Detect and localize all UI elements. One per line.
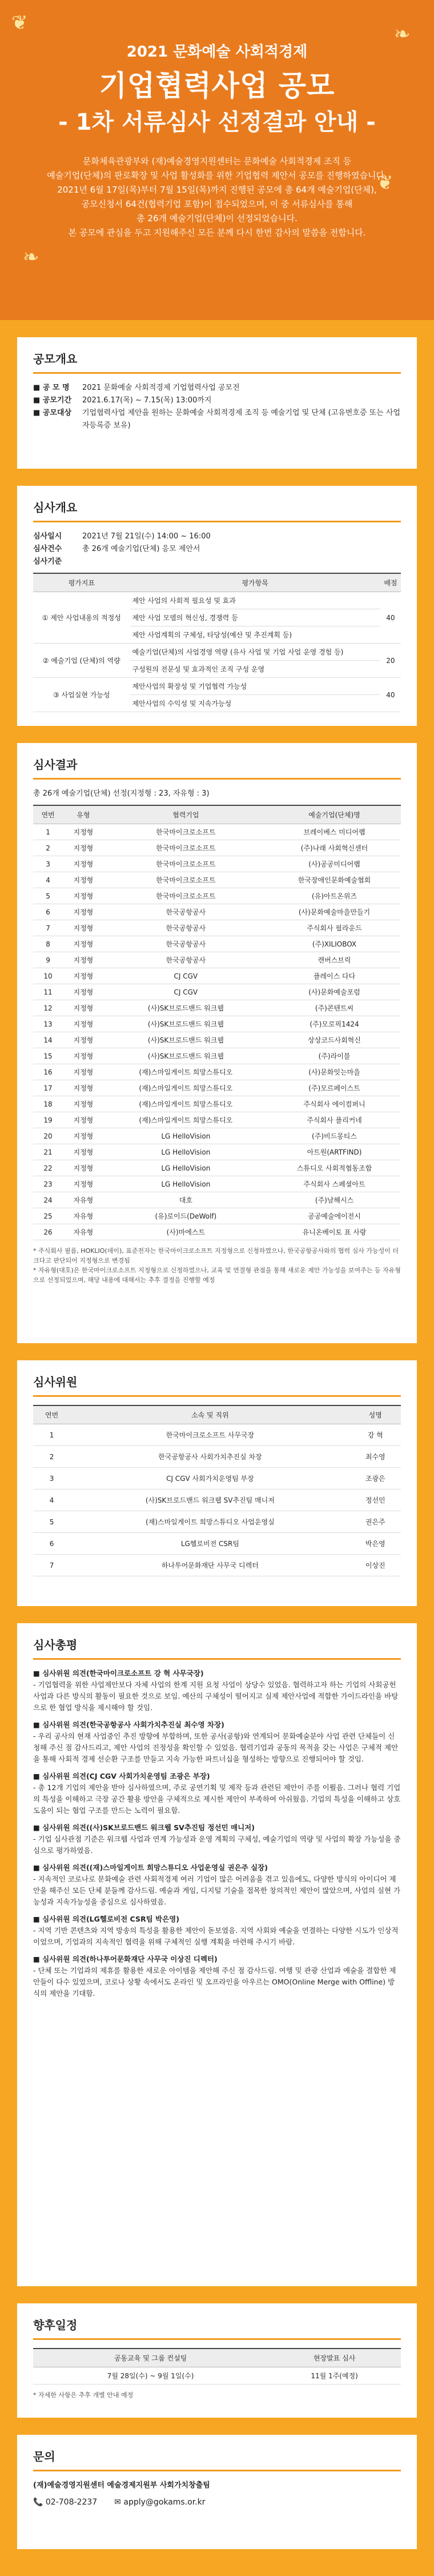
table-cell: (사)SK브로드밴드 워크웹 — [104, 1016, 268, 1032]
table-cell: 14 — [33, 1032, 63, 1048]
table-cell: 15 — [33, 1048, 63, 1064]
table-cell: 조광은 — [350, 1468, 401, 1489]
schedule-card — [17, 2303, 417, 2418]
table-cell: 19 — [33, 1112, 63, 1128]
table-cell: 아트원(ARTFIND) — [268, 1144, 401, 1160]
table-row — [33, 824, 401, 840]
column-header: 배점 — [380, 573, 401, 592]
table-cell: 17 — [33, 1080, 63, 1096]
section-title: 공모개요 — [33, 350, 401, 374]
table-cell: 지정형 — [63, 952, 104, 968]
table-cell: 스튜디오 사회적협동조합 — [268, 1160, 401, 1176]
table-cell: 16 — [33, 1064, 63, 1080]
table-cell: 18 — [33, 1096, 63, 1112]
table-row — [33, 1511, 401, 1533]
table-cell: 7 — [33, 1555, 70, 1576]
note-line: * 주식회사 필름, HOKLIO(데이), 표준전자는 한국마이크로소프트 지정형으로 신청하였으나, 한국공항공사와의 협력 심사 가능성이 더 크다고 판단되어 지정형으로 변경됨 — [33, 1247, 399, 1264]
table-row — [33, 1446, 401, 1468]
column-header: 소속 및 직위 — [70, 1405, 349, 1424]
table-cell: 한국마이크로소프트 — [104, 856, 268, 872]
table-cell: (주)나래 사회혁신센터 — [268, 840, 401, 856]
opinion-text: - 기업 심사관점 기준은 워크웹 사업과 연계 가능성과 운영 계획의 구체성, 예술기업의 역량 및 사업의 확장 가능성을 중심으로 평가하였음. — [33, 1835, 401, 1855]
hero-banner — [0, 0, 434, 320]
table-cell: 23 — [33, 1176, 63, 1192]
note-line: * 자유형(대호)은 한국마이크로소프트 지정형으로 신청하였으나, 교육 및 연결형 관점을 통해 새로운 제안 가능성을 보여주는 등 자유형으로 선정되었으며, 해당 내용에 대해서는 추후 결정을 진행할 예정 — [33, 1267, 401, 1284]
table-cell: 한국마이크로소프트 사무국장 — [70, 1424, 349, 1446]
table-cell: 권은주 — [350, 1511, 401, 1533]
result-card — [17, 743, 417, 1343]
opinion-heading: ■ 심사위원 의견((사)SK브로드밴드 워크웹 SV추진팀 정선민 매니저) — [33, 1823, 255, 1832]
table-cell: (주)콘텐트씨 — [268, 1000, 401, 1016]
table-cell: 1 — [33, 824, 63, 840]
table-cell: 2 — [33, 1446, 70, 1468]
table-cell: 8 — [33, 936, 63, 952]
table-row — [33, 856, 401, 872]
opinion-para — [33, 1719, 401, 1765]
table-cell: 지정형 — [63, 1000, 104, 1016]
section-title: 심사총평 — [33, 1636, 401, 1660]
table-cell: 3 — [33, 856, 63, 872]
hero-title: 기업협력사업 공모 — [99, 69, 335, 102]
table-row — [33, 888, 401, 904]
opinion-text: - 기업협력을 위한 사업제안보다 자체 사업의 한계 지원 요청 사업이 상당수 있었음. 협력하고자 하는 기업의 사회공헌 사업과 다른 방식의 활동이 필요한 것으로 보임. 예산의 구체성이 떨어지고 실제 제안사업에 적합한 가이드라인을 바탕으로 한 협업 방식을 제시해야 할 것임. — [33, 1680, 399, 1712]
table-cell: 22 — [33, 1160, 63, 1176]
table-cell: 4 — [33, 1489, 70, 1511]
table-cell: (주)모로픽1424 — [268, 1016, 401, 1032]
leaf-icon: ❦ — [11, 11, 28, 34]
opinion-heading: ■ 심사위원 의견((재)스마일게이트 희망스튜디오 사업운영실 권은주 실장) — [33, 1863, 268, 1872]
table-cell: (재)스마일게이트 희망스튜디오 — [104, 1112, 268, 1128]
table-row — [33, 1032, 401, 1048]
phone-info: 📞 02-708-2237 — [33, 2498, 98, 2507]
opinion-heading: ■ 심사위원 의견(CJ CGV 사회가치운영팀 조광은 부장) — [33, 1772, 210, 1780]
table-cell: 24 — [33, 1192, 63, 1208]
intro-line: 문화체육관광부와 (재)예술경영지원센터는 문화예술 사회적경제 조직 등 — [82, 156, 352, 166]
table-cell: 최수영 — [350, 1446, 401, 1468]
table-cell: 지정형 — [63, 888, 104, 904]
table-cell: 한국공항공사 — [104, 936, 268, 952]
table-row — [33, 920, 401, 936]
table-cell: 한국마이크로소프트 — [104, 888, 268, 904]
table-cell: 11 — [33, 984, 63, 1000]
table-row — [33, 840, 401, 856]
hero-subtitle: - 1차 서류심사 선정결과 안내 - — [58, 109, 376, 135]
leaf-icon: ❦ — [377, 171, 393, 194]
criteria-table — [33, 573, 401, 712]
table-row — [33, 904, 401, 920]
criteria-score: 40 — [380, 678, 401, 712]
opinion-para — [33, 1668, 401, 1714]
table-row — [33, 1176, 401, 1192]
opinion-text: - 지속적인 코로나로 문화예술 관련 사회적경제 여러 기업이 많은 어려움을 겪고 있음에도, 다양한 방식의 아이디어 제안을 해주신 모든 단체 분들께 감사드림. 예술과 게임, 디지털 기술을 접목한 창의적인 제안이 많았으며, 사업의 실현 가능성과 지속가능성을 중심으로 심사하였음. — [33, 1875, 401, 1906]
table-cell: 지정형 — [63, 824, 104, 840]
review-criteria: 심사기준 — [33, 557, 62, 566]
table-row — [33, 1096, 401, 1112]
result-summary: 총 26개 예술기업(단체) 선정(지정형 : 23, 자유형 : 3) — [33, 789, 210, 798]
contact-card — [17, 2435, 417, 2549]
table-cell: (재)스마일게이트 희망스튜디오 — [104, 1096, 268, 1112]
table-cell: (유)로이드(DeWolf) — [104, 1208, 268, 1224]
criteria-item: 제안 사업 모델의 혁신성, 경쟁력 등 — [130, 609, 380, 626]
section-title: 문의 — [33, 2447, 401, 2471]
table-cell: 지정형 — [63, 1112, 104, 1128]
table-cell: 지정형 — [63, 1032, 104, 1048]
table-cell: 6 — [33, 1533, 70, 1555]
table-cell: 지정형 — [63, 968, 104, 984]
table-cell: 유니온베이토 표 사랑 — [268, 1224, 401, 1240]
table-cell: 10 — [33, 968, 63, 984]
column-header: 성명 — [350, 1405, 401, 1424]
table-row — [33, 984, 401, 1000]
table-cell: (주)남해시스 — [268, 1192, 401, 1208]
table-cell: (주)XILIOBOX — [268, 936, 401, 952]
criteria-group: ① 제안 사업내용의 적정성 — [33, 592, 130, 644]
table-row — [33, 872, 401, 888]
table-cell: LG HelloVision — [104, 1176, 268, 1192]
table-cell: (사)공공미디어랩 — [268, 856, 401, 872]
table-row — [33, 1048, 401, 1064]
overview-card — [17, 337, 417, 469]
intro-line: 2021년 6월 17일(목)부터 7월 15일(목)까지 진행된 공모에 총 64개 예술기업(단체), — [57, 185, 377, 195]
table-cell: 지정형 — [63, 856, 104, 872]
opinion-text: - 총 12개 기업의 제안을 받아 심사하였으며, 주로 공연기획 및 제작 등과 관련된 제안이 주를 이뤘음. 그러나 협력 기업의 특성을 이해하고 극장 공간 활용 방안을 구체적으로 제시한 제안이 부족하여 아쉬웠음. 기업의 특성을 이해하고 상호 도움이 되는 협업 구조를 만드는 노력이 필요함. — [33, 1783, 401, 1815]
table-cell: 한국장애인문화예술협회 — [268, 872, 401, 888]
overview-key: ■ 공모기간 — [33, 396, 72, 405]
table-cell: (주)모르페이스트 — [268, 1080, 401, 1096]
table-row — [33, 1080, 401, 1096]
section-title: 심사개요 — [33, 498, 401, 522]
table-cell: 한국공항공사 — [104, 952, 268, 968]
table-cell: (사)SK브로드밴드 워크웹 — [104, 1000, 268, 1016]
criteria-item: 제안사업의 수익성 및 지속가능성 — [130, 695, 380, 712]
section-title: 향후일정 — [33, 2316, 401, 2340]
overview-row — [33, 407, 401, 432]
table-cell: 자유형 — [63, 1192, 104, 1208]
table-cell: (사)문화예술마을만들기 — [268, 904, 401, 920]
email-link[interactable]: ✉ apply@gokams.or.kr — [114, 2498, 206, 2507]
leaf-icon: ❧ — [394, 23, 411, 46]
table-cell: (주)라이블 — [268, 1048, 401, 1064]
table-cell: 상상코드사회혁신 — [268, 1032, 401, 1048]
overview-value: 2021 문화예술 사회적경제 기업협력사업 공모전 — [82, 384, 240, 392]
section-title: 심사위원 — [33, 1373, 401, 1397]
table-cell: 13 — [33, 1016, 63, 1032]
table-cell: LG헬로비전 CSR팀 — [70, 1533, 349, 1555]
table-row — [33, 1533, 401, 1555]
table-cell: 6 — [33, 904, 63, 920]
column-header: 평가항목 — [130, 573, 380, 592]
opinion-text: - 단체 또는 기업과의 제휴를 활용한 새로운 아이템을 제안해 주신 점 감사드림. 여행 및 관광 산업과 예술을 결합한 제안들이 다수 있었으며, 코로나 상황 속에서도 온라인 및 오프라인을 아우르는 OMO(Online Merge with Offline) 방식의 제안을 기대함. — [33, 1966, 396, 1998]
table-cell: 강 혁 — [350, 1424, 401, 1446]
table-row — [33, 1224, 401, 1240]
criteria-item: 예술기업(단체)의 사업경영 역량 (유사 사업 및 기업 사업 운영 경험 등) — [130, 644, 380, 661]
table-cell: LG HelloVision — [104, 1128, 268, 1144]
table-cell: 지정형 — [63, 904, 104, 920]
table-cell: 3 — [33, 1468, 70, 1489]
table-cell: 지정형 — [63, 1048, 104, 1064]
table-cell: 주식회사 필라운드 — [268, 920, 401, 936]
section-title: 심사결과 — [33, 756, 401, 780]
schedule-table: 공동교육 및 그룹 컨설팅 현장발표 심사 7월 28일(수) ~ 9월 1일(수) 11월 1주(예정) — [33, 2348, 401, 2385]
review-date: 심사일시 2021년 7월 21일(수) 14:00 ~ 16:00 — [33, 532, 211, 541]
result-table — [33, 805, 401, 1240]
table-cell: 지정형 — [63, 936, 104, 952]
table-cell: 자유형 — [63, 1224, 104, 1240]
committee-table — [33, 1405, 401, 1576]
table-cell: 대호 — [104, 1192, 268, 1208]
table-cell: 지정형 — [63, 840, 104, 856]
criteria-score: 40 — [380, 592, 401, 644]
table-cell: 4 — [33, 872, 63, 888]
column-header: 연번 — [33, 805, 63, 824]
column-header: 예술기업(단체)명 — [268, 805, 401, 824]
table-cell: 박은영 — [350, 1533, 401, 1555]
opinion-heading: ■ 심사위원 의견(한국공항공사 사회가치추진실 최수영 차장) — [33, 1720, 224, 1729]
criteria-item: 제안 사업의 사회적 필요성 및 효과 — [130, 592, 380, 609]
table-cell: CJ CGV 사회가치운영팀 부장 — [70, 1468, 349, 1489]
table-cell: (사)SK브로드밴드 워크웹 — [104, 1032, 268, 1048]
table-cell: 지정형 — [63, 1144, 104, 1160]
table-cell: 하나투어문화재단 사무국 디렉터 — [70, 1555, 349, 1576]
table-cell: LG HelloVision — [104, 1144, 268, 1160]
table-cell: LG HelloVision — [104, 1160, 268, 1176]
intro-line: 총 26개 예술기업(단체)이 선정되었습니다. — [136, 213, 298, 223]
table-cell: 7 — [33, 920, 63, 936]
intro-line: 예술기업(단체)의 판로확장 및 사업 활성화를 위한 기업협력 제안서 공모를 진행하였습니다. — [47, 170, 387, 181]
criteria-item: 구성원의 전문성 및 효과적인 조직 구성 운영 — [130, 661, 380, 678]
table-cell: 주식회사 에이컴퍼니 — [268, 1096, 401, 1112]
table-cell: 자유형 — [63, 1208, 104, 1224]
opinion-card — [17, 1623, 417, 2286]
opinion-text: - 지역 기반 콘텐츠와 지역 방송의 특성을 활용한 제안이 돋보였음. 지역 사회와 예술을 연결하는 다양한 시도가 인상적이었으며, 기업과의 지속적인 협력을 위해 구체적인 실행 계획을 마련해 주시기 바람. — [33, 1926, 399, 1946]
table-row — [33, 936, 401, 952]
criteria-item: 제안사업의 확장성 및 기업협력 가능성 — [130, 678, 380, 695]
opinion-heading: ■ 심사위원 의견(LG헬로비전 CSR팀 박은영) — [33, 1915, 179, 1923]
table-cell: 26 — [33, 1224, 63, 1240]
opinion-para — [33, 1914, 401, 1948]
overview-row — [33, 394, 401, 407]
table-cell: 지정형 — [63, 920, 104, 936]
overview-row — [33, 382, 401, 394]
table-cell: 한국마이크로소프트 — [104, 840, 268, 856]
opinion-para — [33, 1954, 401, 1999]
table-cell: 지정형 — [63, 1096, 104, 1112]
table-cell: 한국마이크로소프트 — [104, 872, 268, 888]
table-cell: CJ CGV — [104, 984, 268, 1000]
criteria-score: 20 — [380, 644, 401, 678]
table-cell: 캔버스브릭 — [268, 952, 401, 968]
table-row — [33, 1160, 401, 1176]
table-cell: CJ CGV — [104, 968, 268, 984]
committee-card — [17, 1360, 417, 1606]
table-cell: (재)스마일게이트 희망스튜디오 — [104, 1064, 268, 1080]
table-cell: (재)스마일게이트 희망스튜디오 — [104, 1080, 268, 1096]
overview-value: 2021.6.17(목) ~ 7.15(목) 13:00까지 — [82, 396, 212, 405]
table-row — [33, 1208, 401, 1224]
table-row — [33, 1064, 401, 1080]
table-cell: 정선민 — [350, 1489, 401, 1511]
table-cell: 공공예술에이전시 — [268, 1208, 401, 1224]
table-cell: (주)비드몽티스 — [268, 1128, 401, 1144]
table-row — [33, 1468, 401, 1489]
table-row — [33, 1000, 401, 1016]
schedule-note: * 자세한 사항은 추후 개별 안내 예정 — [33, 2391, 134, 2399]
column-header: 평가지표 — [33, 573, 130, 592]
overview-key: ■ 공모대상 — [33, 409, 72, 417]
column-header: 유형 — [63, 805, 104, 824]
table-cell: 한국마이크로소프트 — [104, 824, 268, 840]
column-header: 연번 — [33, 1405, 70, 1424]
table-cell: 브레이베스 미디어랩 — [268, 824, 401, 840]
table-cell: (재)스마일게이트 희망스튜디오 사업운영실 — [70, 1511, 349, 1533]
table-cell: 25 — [33, 1208, 63, 1224]
leaf-icon: ❧ — [23, 246, 39, 269]
table-cell: 12 — [33, 1000, 63, 1016]
table-cell: 2 — [33, 840, 63, 856]
contact-org: (재)예술경영지원센터 예술경제지원부 사회가치창출팀 — [33, 2481, 210, 2490]
intro-line: 공모신청서 64건(협력기업 포함)이 접수되었으며, 이 중 서류심사를 통해 — [81, 199, 353, 209]
table-cell: 이상진 — [350, 1555, 401, 1576]
table-cell: 한국공항공사 — [104, 920, 268, 936]
overview-key: ■ 공 모 명 — [33, 384, 70, 392]
table-cell: 한국공항공사 사회가치추진실 차장 — [70, 1446, 349, 1468]
table-row — [33, 592, 401, 609]
table-row — [33, 1192, 401, 1208]
table-row — [33, 1489, 401, 1511]
opinion-text: - 우리 공사의 현재 사업중인 추진 방향에 부합하며, 또한 공사(공항)와 연계되어 문화예술분야 사업 관련 단체들이 신청해 주신 점 감사드리고, 제안 사업의 진정성을 확인할 수 있었음. 협력기업과 공동의 목적을 갖는 사업은 구체적 제안을 통해 사회적 경제 선순환 구조를 만들고 지속 가능한 파트너십을 형성하는 방향으로 진행되어야 할 것임. — [33, 1732, 399, 1763]
table-cell: 플레이스 다다 — [268, 968, 401, 984]
opinion-para — [33, 1862, 401, 1908]
table-row — [33, 1144, 401, 1160]
table-cell: (사)SK브로드밴드 워크웹 SV추진팀 매니저 — [70, 1489, 349, 1511]
table-row — [33, 1424, 401, 1446]
table-cell: 5 — [33, 1511, 70, 1533]
hero-org: 2021 문화예술 사회적경제 — [126, 43, 308, 61]
table-cell: 9 — [33, 952, 63, 968]
table-cell: 지정형 — [63, 1080, 104, 1096]
table-cell: 지정형 — [63, 1064, 104, 1080]
table-row — [33, 678, 401, 695]
table-cell: 21 — [33, 1144, 63, 1160]
table-row — [33, 644, 401, 661]
opinion-para — [33, 1822, 401, 1856]
table-cell: (사)마에스트 — [104, 1224, 268, 1240]
criteria-group: ② 예술기업 (단체)의 역량 — [33, 644, 130, 678]
table-cell: 한국공항공사 — [104, 904, 268, 920]
table-cell: 지정형 — [63, 1016, 104, 1032]
table-row — [33, 952, 401, 968]
table-cell: 주식회사 스페셜아트 — [268, 1176, 401, 1192]
table-row — [33, 1016, 401, 1032]
table-cell: 20 — [33, 1128, 63, 1144]
table-cell: 지정형 — [63, 1128, 104, 1144]
column-header: 협력기업 — [104, 805, 268, 824]
table-cell: 지정형 — [63, 872, 104, 888]
review-card — [17, 486, 417, 726]
criteria-item: 제안 사업계획의 구체성, 타당성(예산 및 추진계획 등) — [130, 626, 380, 644]
table-cell: (유)아트온위즈 — [268, 888, 401, 904]
overview-value: 기업협력사업 제안을 원하는 문화예술 사회적경제 조직 등 예술기업 및 단체 (고유번호증 또는 사업자등록증 보유) — [82, 409, 400, 430]
table-row — [33, 1128, 401, 1144]
criteria-group: ③ 사업실현 가능성 — [33, 678, 130, 712]
opinion-heading: ■ 심사위원 의견(한국마이크로소프트 강 혁 사무국장) — [33, 1669, 204, 1678]
table-cell: 주식회사 플리커네 — [268, 1112, 401, 1128]
table-cell: (사)문화잇는마을 — [268, 1064, 401, 1080]
table-cell: 지정형 — [63, 984, 104, 1000]
intro-line: 본 공모에 관심을 두고 지원해주신 모든 분께 다시 한번 감사의 말씀을 전합니다. — [68, 227, 366, 238]
review-target: 심사건수 총 26개 예술기업(단체) 응모 제안서 — [33, 545, 200, 553]
table-row — [33, 1555, 401, 1576]
opinion-heading: ■ 심사위원 의견(하나투어문화재단 사무국 이상진 디렉터) — [33, 1955, 218, 1963]
table-cell: 지정형 — [63, 1160, 104, 1176]
table-cell: 지정형 — [63, 1176, 104, 1192]
hero-intro — [46, 154, 388, 240]
table-cell: (사)문화예술포럼 — [268, 984, 401, 1000]
table-cell: 1 — [33, 1424, 70, 1446]
table-cell: (사)SK브로드밴드 워크웹 — [104, 1048, 268, 1064]
table-row — [33, 1112, 401, 1128]
table-row — [33, 968, 401, 984]
result-notes — [33, 1246, 401, 1285]
opinion-para — [33, 1771, 401, 1816]
table-cell: 5 — [33, 888, 63, 904]
